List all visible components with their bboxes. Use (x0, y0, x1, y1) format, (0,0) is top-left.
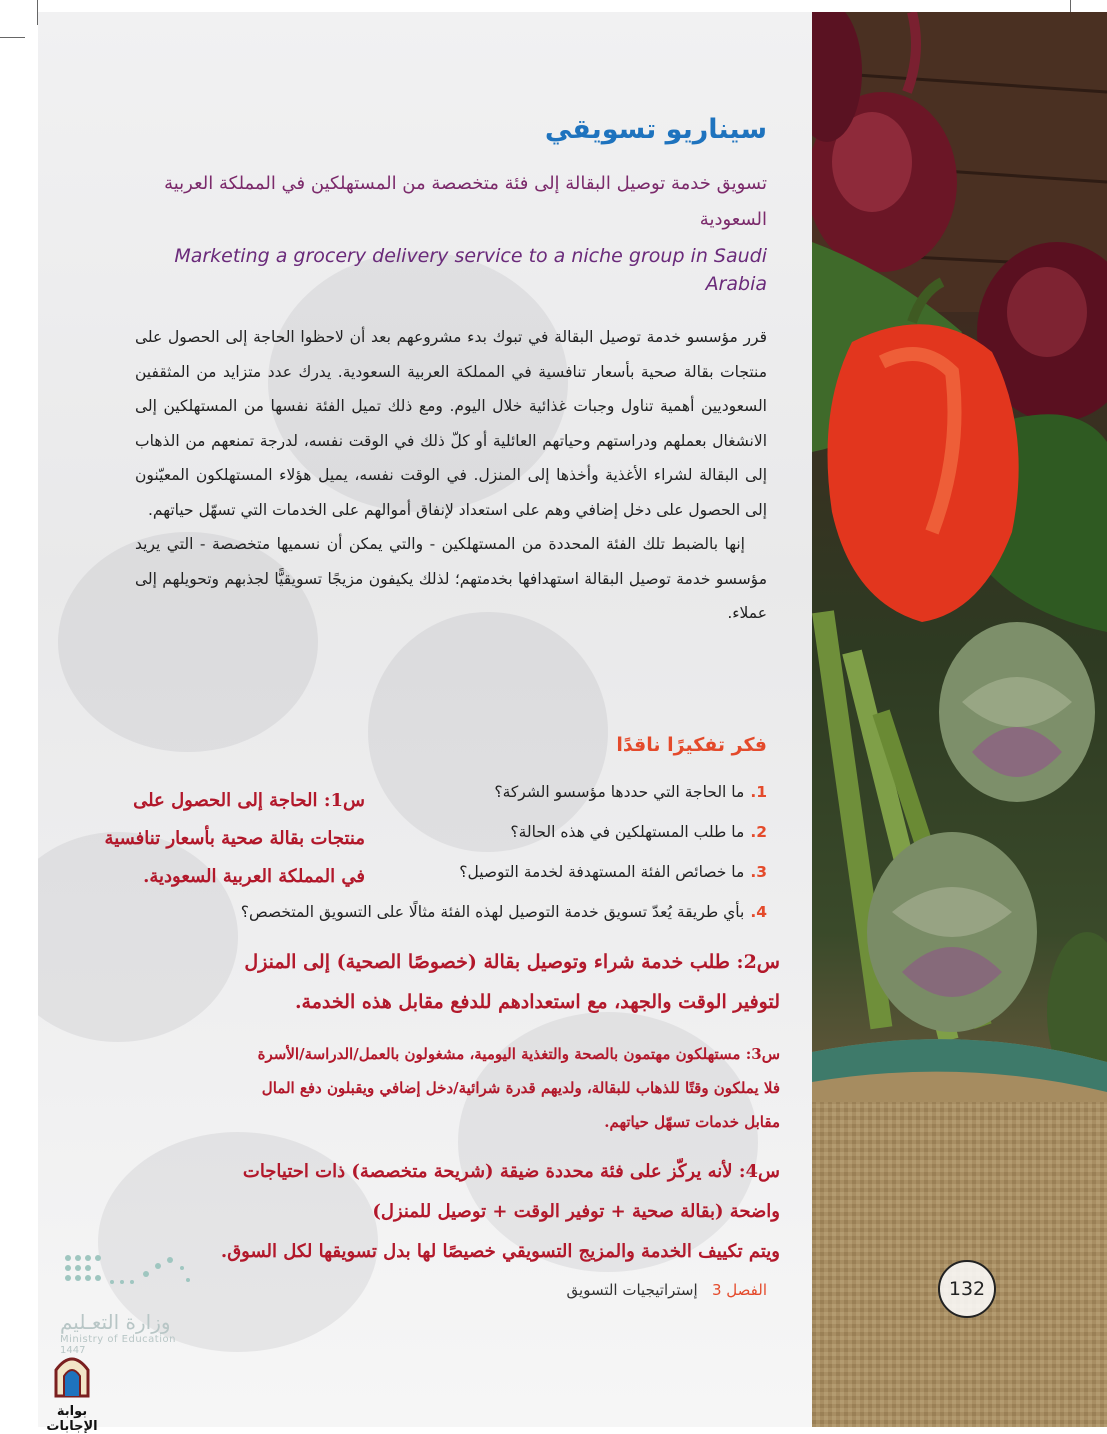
question-text: بأي طريقة يُعدّ تسويق خدمة التوصيل لهذه الفئة مثالًا على التسويق المتخصص؟ (240, 903, 745, 921)
answer-line: ويتم تكييف الخدمة والمزيج التسويقي خصيصًا لها بدل تسويقها لكل السوق. (220, 1241, 780, 1262)
answer-line: واضحة (بقالة صحية + توفير الوقت + توصيل للمنزل) (372, 1201, 780, 1222)
question-4 (241, 903, 767, 921)
page-title: سيناريو تسويقي (544, 114, 767, 145)
critical-thinking-heading: فكر تفكيرًا ناقدًا (616, 734, 767, 756)
question-3 (459, 863, 767, 881)
answer-line: لأنه يركّز على فئة محددة ضيقة (شريحة متخصصة) ذات احتياجات (242, 1161, 733, 1182)
crop-mark (0, 37, 25, 38)
answer-line: طلب خدمة شراء وتوصيل بقالة (خصوصًا الصحية) إلى المنزل (244, 951, 730, 973)
answer-1 (55, 782, 365, 896)
paragraph-1: قرر مؤسسو خدمة توصيل البقالة في تبوك بدء مشروعهم بعد أن لاحظوا الحاجة إلى الحصول على منتجات بقالة صحية بأسعار تنافسية في المملكة العربية السعودية. يدرك عدد متزايد من المثقفين السعوديين أهمية تناول وجبات غذائية خلال اليوم. ومع ذلك تميل الفئة نفسها من المستهلكين إلى الانشغال بعملهم ودراستهم وحياتهم العائلية أو كلّ ذلك في الوقت نفسه، لدرجة تمنعهم من الذهاب إلى البقالة لشراء الأغذية وأخذها إلى المنزل. في الوقت نفسه، يميل هؤلاء المستهلكون المعيّنون إلى الحصول على دخل إضافي وهم على استعداد لإنفاق أموالهم على الخدمات التي تسهّل حياتهم. (135, 328, 767, 519)
question-number: 2. (750, 823, 767, 841)
answer-line: لتوفير الوقت والجهد، مع استعدادهم للدفع مقابل هذه الخدمة. (294, 991, 780, 1013)
question-text: ما طلب المستهلكين في هذه الحالة؟ (510, 823, 745, 841)
vegetables-illustration (812, 12, 1107, 1427)
section-label: إستراتيجيات التسويق (566, 1281, 698, 1299)
answer-label: س3: (745, 1045, 780, 1063)
answer-line: منتجات بقالة صحية بأسعار تنافسية (104, 828, 365, 849)
question-number: 3. (750, 863, 767, 881)
paragraph-2: إنها بالضبط تلك الفئة المحددة من المستهلكين - والتي يمكن أن نسميها متخصصة - التي يريد مؤسسو خدمة توصيل البقالة استهدافها بخدمتهم؛ لذلك يكيفون مزيجًا تسويقيًّا لجذبهم وتحويلهم إلى عملاء. (135, 535, 767, 622)
ministry-name-arabic: وزارة التعـليم (60, 1310, 171, 1334)
question-1 (494, 783, 767, 801)
crop-mark (37, 0, 38, 25)
answer-line: الحاجة إلى الحصول على (133, 790, 318, 811)
answer-2 (160, 942, 780, 1022)
ministry-name-english: Ministry of Education (60, 1334, 176, 1345)
scenario-text (135, 320, 767, 631)
answer-4 (110, 1152, 780, 1272)
site-watermark (34, 1352, 110, 1434)
chapter-footer (507, 1281, 767, 1299)
question-number: 1. (750, 783, 767, 801)
question-text: ما الحاجة التي حددها مؤسسو الشركة؟ (494, 783, 745, 801)
answer-line: مستهلكون مهتمون بالصحة والتغذية اليومية، مشغولون بالعمل/الدراسة/الأسرة (257, 1045, 741, 1063)
question-number: 4. (750, 903, 767, 921)
ministry-logo-dots-icon (62, 1252, 202, 1292)
answer-label: س4: (738, 1161, 780, 1182)
answer-line: فلا يملكون وقتًا للذهاب للبقالة، ولديهم قدرة شرائية/دخل إضافي ويقبلون دفع المال (261, 1079, 780, 1097)
watermark-label: بوابة الإجابات (46, 1404, 98, 1434)
answer-line: في المملكة العربية السعودية. (143, 866, 365, 887)
ministry-logo (60, 1310, 210, 1356)
page-number: 132 (938, 1260, 996, 1318)
ministry-year: 1447 (60, 1345, 86, 1356)
answer-label: س1: (323, 790, 365, 811)
subtitle-english: Marketing a grocery delivery service to a niche group in Saudi Arabia (174, 245, 767, 295)
answer-line: مقابل خدمات تسهّل حياتهم. (604, 1113, 780, 1131)
answer-label: س2: (736, 951, 780, 973)
answer-3 (110, 1037, 780, 1139)
subtitle: تسويق خدمة توصيل البقالة إلى فئة متخصصة من المستهلكين في المملكة العربية السعودية (164, 173, 767, 230)
question-2 (510, 823, 767, 841)
chapter-label: الفصل 3 (711, 1281, 767, 1299)
vegetables-photo (812, 12, 1107, 1427)
gate-icon (52, 1352, 92, 1398)
question-text: ما خصائص الفئة المستهدفة لخدمة التوصيل؟ (459, 863, 745, 881)
